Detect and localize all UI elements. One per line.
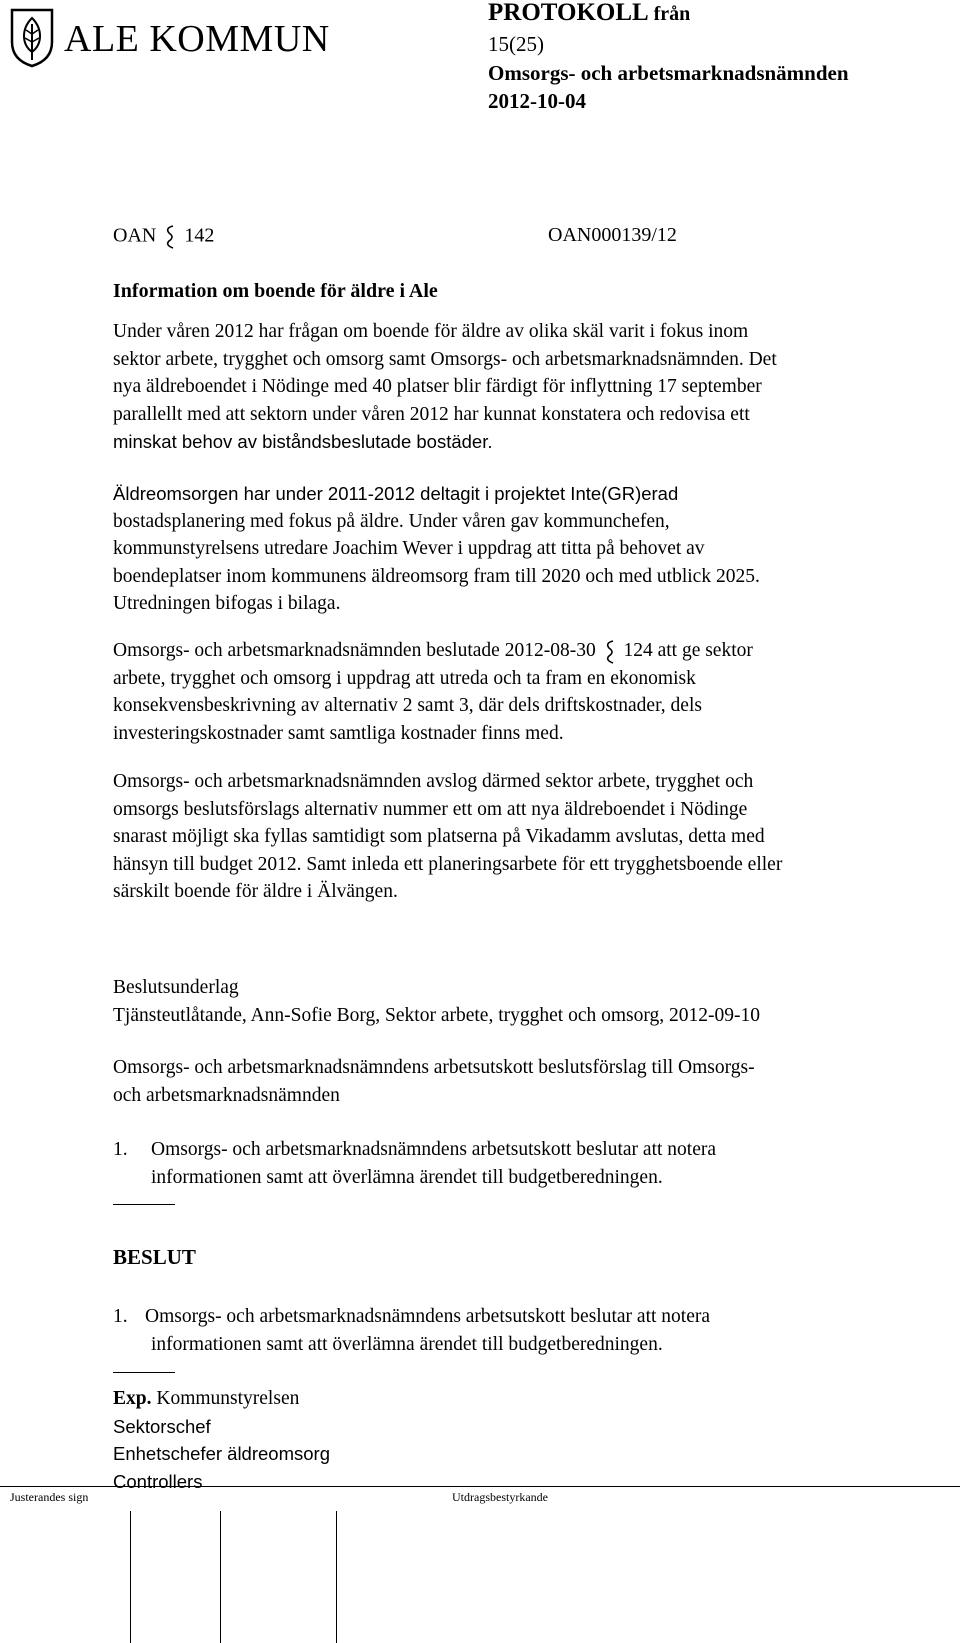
extract-certification-label: Utdragsbestyrkande — [452, 1490, 548, 1504]
distribution-first-line — [113, 1385, 933, 1413]
paragraph-line-part: Omsorgs- och arbetsmarknadsnämnden beslutade 2012-08-30 — [113, 640, 596, 661]
distribution-recipient: Enhetschefer äldreomsorg — [113, 1443, 330, 1464]
separator-rule — [113, 1204, 175, 1205]
decision-basis-heading: Beslutsunderlag — [113, 977, 239, 998]
paragraph-line — [113, 637, 933, 665]
paragraph-line-part: 124 att ge sektor — [623, 640, 753, 661]
committee-proposal — [113, 1054, 933, 1109]
decision-basis — [113, 974, 933, 1029]
page-number: 15(25) — [488, 32, 544, 56]
paragraph-1 — [113, 318, 933, 456]
meeting-date: 2012-10-04 — [488, 89, 586, 113]
list-item — [113, 1303, 933, 1331]
committee-name: Omsorgs- och arbetsmarknadsnämnden — [488, 61, 849, 85]
paragraph-line: Omsorgs- och arbetsmarknadsnämnden avslog därmed sektor arbete, trygghet och — [113, 771, 754, 792]
paragraph-line: nya äldreboendet i Nödinge med 40 platser blir färdigt för inflyttning 17 september — [113, 376, 762, 397]
distribution-list — [113, 1385, 933, 1495]
decision-basis-document: Tjänsteutlåtande, Ann-Sofie Borg, Sektor arbete, trygghet och omsorg, 2012-09-10 — [113, 1004, 760, 1026]
decision-item — [113, 1303, 933, 1358]
footer-rule — [0, 1486, 960, 1487]
paragraph-line: och arbetsmarknadsnämnden — [113, 1084, 340, 1106]
ale-kommun-logo-icon — [10, 8, 54, 68]
list-item-text: Omsorgs- och arbetsmarknadsnämndens arbetsutskott beslutar att notera — [145, 1306, 710, 1327]
document-type-suffix: från — [653, 3, 691, 25]
list-number: 1. — [113, 1306, 128, 1327]
paragraph-line: boendeplatser inom kommunens äldreomsorg fram till 2020 och med utblick 2025. — [113, 565, 760, 587]
list-number: 1. — [113, 1139, 128, 1160]
section-sign-icon — [601, 639, 619, 665]
distribution-recipient: Sektorschef — [113, 1415, 211, 1437]
distribution-recipient: Kommunstyrelsen — [156, 1388, 300, 1409]
paragraph-line: Äldreomsorgen har under 2011-2012 deltagit i projektet Inte(GR)erad — [113, 483, 679, 504]
list-item-text: Omsorgs- och arbetsmarknadsnämndens arbetsutskott beslutar att notera — [151, 1139, 716, 1160]
distribution-label: Exp. — [113, 1388, 152, 1409]
paragraph-line: bostadsplanering med fokus på äldre. Under våren gav kommunchefen, — [113, 510, 670, 532]
list-item — [113, 1136, 933, 1164]
paragraph-3 — [113, 637, 933, 747]
paragraph-line: omsorgs beslutsförslags alternativ nummer ett om att nya äldreboendet i Nödinge — [113, 798, 748, 820]
paragraph-line: särskilt boende för äldre i Älvängen. — [113, 881, 398, 902]
paragraph-line: Under våren 2012 har frågan om boende för äldre av olika skäl varit i fokus inom — [113, 321, 749, 342]
signature-label: Justerandes sign — [10, 1490, 89, 1504]
paragraph-2 — [113, 480, 933, 618]
paragraph-line: minskat behov av biståndsbeslutade bostäder. — [113, 431, 493, 452]
paragraph-reference — [113, 224, 214, 250]
paragraph-line: Utredningen bifogas i bilaga. — [113, 593, 341, 614]
section-title: Information om boende för äldre i Ale — [113, 280, 438, 302]
ref-number: 142 — [184, 224, 215, 247]
decision-heading: BESLUT — [113, 1245, 196, 1269]
distribution-recipient: Controllers — [113, 1470, 203, 1492]
paragraph-4 — [113, 768, 933, 906]
document-type — [488, 0, 690, 29]
paragraph-line: hänsyn till budget 2012. Samt inleda ett planeringsarbete för ett trygghetsboende eller — [113, 853, 783, 875]
case-number: OAN000139/12 — [548, 224, 677, 246]
brand-name: ALE KOMMUN — [64, 18, 330, 60]
paragraph-line: parallellt med att sektorn under våren 2012 har kunnat konstatera och redovisa ett — [113, 403, 750, 425]
signature-box-divider — [220, 1511, 221, 1643]
signature-box-divider — [130, 1511, 131, 1643]
list-item-text: informationen samt att överlämna ärendet till budgetberedningen. — [151, 1166, 663, 1188]
section-sign-icon — [161, 224, 179, 250]
paragraph-line: kommunstyrelsens utredare Joachim Wever i uppdrag att titta på behovet av — [113, 538, 705, 559]
paragraph-line: Omsorgs- och arbetsmarknadsnämndens arbetsutskott beslutsförslag till Omsorgs- — [113, 1057, 755, 1078]
paragraph-line: arbete, trygghet och omsorg i uppdrag att utreda och ta fram en ekonomisk — [113, 667, 696, 689]
ref-code: OAN — [113, 224, 157, 247]
signature-box-divider — [336, 1511, 337, 1643]
list-item-text: informationen samt att överlämna ärendet till budgetberedningen. — [151, 1333, 663, 1355]
paragraph-line: sektor arbete, trygghet och omsorg samt Omsorgs- och arbetsmarknadsnämnden. Det — [113, 348, 777, 370]
proposal-item — [113, 1136, 933, 1191]
document-type-label: PROTOKOLL — [488, 0, 648, 26]
paragraph-line: konsekvensbeskrivning av alternativ 2 samt 3, där dels driftskostnader, dels — [113, 695, 702, 717]
paragraph-line: investeringskostnader samt samtliga kostnader finns med. — [113, 722, 564, 744]
separator-rule — [113, 1372, 175, 1373]
paragraph-line: snarast möjligt ska fyllas samtidigt som platserna på Vikadamm avslutas, detta med — [113, 826, 765, 847]
